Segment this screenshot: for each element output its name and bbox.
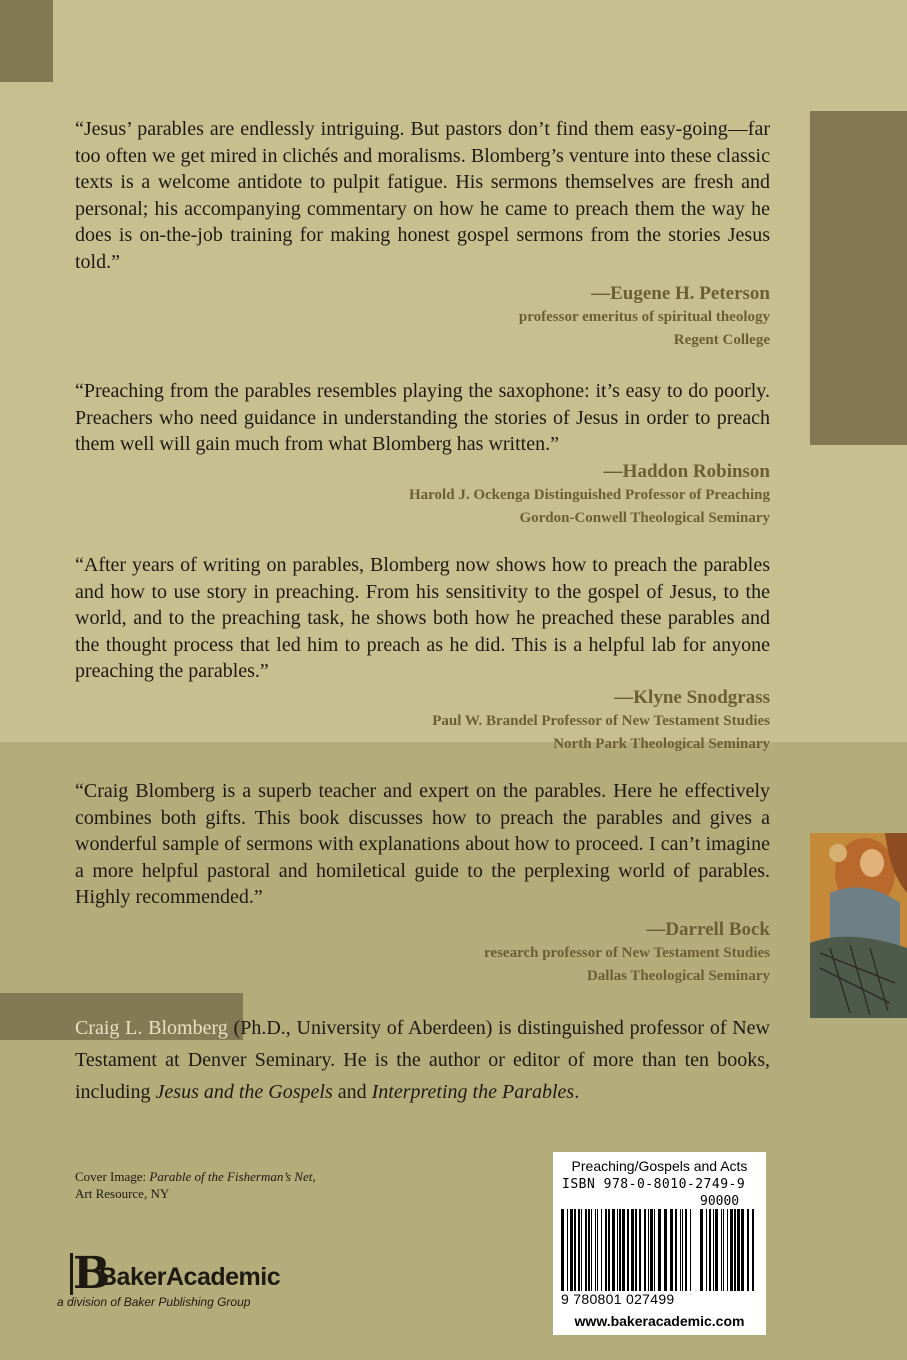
- endorser-institution: Regent College: [673, 332, 770, 348]
- barcode-bar: [648, 1209, 649, 1291]
- barcode-bar: [574, 1209, 576, 1291]
- corner-accent-block: [0, 0, 53, 82]
- barcode-bar: [741, 1209, 744, 1291]
- price-code: 90000: [700, 1194, 740, 1209]
- barcode-bar: [723, 1209, 724, 1291]
- endorsement-quote-robinson: “Preaching from the parables resembles playing the saxophone: it’s easy to do poorly. Preachers who need guidance in understanding the stories of Jesus in order to preach them well will gain much from what Blomberg has written.”: [75, 380, 770, 456]
- barcode-bar: [675, 1209, 677, 1291]
- bio-book-title: Interpreting the Parables: [371, 1081, 575, 1103]
- barcode-panel: [553, 1152, 766, 1335]
- endorser-institution: Gordon-Conwell Theological Seminary: [519, 510, 770, 526]
- barcode-bar: [737, 1209, 740, 1291]
- endorsement-quote-peterson: “Jesus’ parables are endlessly intriguing. But pastors don’t find them easy-going—far too often we get mired in clichés and moralisms. Blomberg’s venture into these classic texts is a welcome antidote to pulpit fatigue. His sermons themselves are fresh and personal; his accompanying commentary on how he came to preach them the way he does is on-the-job training for making honest gospel sermons from the stories Jesus told.”: [75, 118, 770, 273]
- endorsement-quote-snodgrass: “After years of writing on parables, Blomberg now shows how to preach the parables and how to use story in preaching. From his sensitivity to the gospel of Jesus, to the world, and to the preaching task, he shows both how he preached these parables and the thought process that led him to preach as he did. This is a helpful lab for anyone preaching the parables.”: [75, 554, 770, 683]
- bio-book-title: Jesus and the Gospels: [155, 1081, 333, 1103]
- barcode-bar: [709, 1209, 711, 1291]
- barcode-bar: [730, 1209, 733, 1291]
- barcode-bar: [561, 1209, 564, 1291]
- barcode-bar: [639, 1209, 641, 1291]
- barcode-bar: [721, 1209, 722, 1291]
- barcode-bar: [713, 1209, 714, 1291]
- credit-title: Parable of the Fisherman’s Net,: [149, 1169, 316, 1184]
- barcode-bar: [654, 1209, 655, 1291]
- barcode-bar: [617, 1209, 618, 1291]
- ean-number: 9 780801 027499: [561, 1291, 675, 1307]
- barcode-bar: [588, 1209, 590, 1291]
- barcode-bar: [727, 1209, 728, 1291]
- endorser-name: —Klyne Snodgrass: [614, 687, 770, 708]
- barcode-bar: [664, 1209, 667, 1291]
- addon-barcode: [700, 1209, 756, 1291]
- barcode-bar: [644, 1209, 646, 1291]
- barcode-bar: [685, 1209, 687, 1291]
- barcode-bar: [597, 1209, 598, 1291]
- barcode-bar: [608, 1209, 610, 1291]
- bio-text: (Ph.D., University of Aberdeen) is distinguished professor of New Testament at Denver Seminary. He is the author or editor of more than ten books, including: [75, 1017, 770, 1103]
- barcode-bar: [585, 1209, 587, 1291]
- barcode-bar: [578, 1209, 580, 1291]
- barcode-bar: [658, 1209, 661, 1291]
- book-category: Preaching/Gospels and Acts: [571, 1158, 748, 1174]
- publisher-mark-icon: B: [70, 1253, 99, 1295]
- publisher-tagline: a division of Baker Publishing Group: [57, 1295, 251, 1309]
- barcode-bar: [567, 1209, 568, 1291]
- barcode-bar: [591, 1209, 592, 1291]
- barcode-bar: [570, 1209, 573, 1291]
- endorser-title: Paul W. Brandel Professor of New Testament Studies: [432, 713, 770, 729]
- barcode-bar: [680, 1209, 681, 1291]
- barcode-bar: [747, 1209, 749, 1291]
- barcode-bar: [706, 1209, 707, 1291]
- endorsement-attribution-snodgrass: [432, 686, 770, 756]
- barcode-bar: [752, 1209, 754, 1291]
- author-bio: [75, 1012, 770, 1108]
- cover-image-credit: [75, 1168, 316, 1202]
- barcode-bar: [734, 1209, 736, 1291]
- side-accent-block: [810, 111, 907, 445]
- endorser-title: research professor of New Testament Studies: [484, 945, 770, 961]
- ean-barcode: [561, 1209, 693, 1291]
- barcode-bar: [605, 1209, 607, 1291]
- endorser-title: professor emeritus of spiritual theology: [518, 309, 770, 325]
- credit-source: Art Resource, NY: [75, 1186, 170, 1201]
- credit-label: Cover Image:: [75, 1169, 150, 1184]
- barcode-bar: [581, 1209, 582, 1291]
- barcode-bar: [650, 1209, 653, 1291]
- barcode-bar: [635, 1209, 637, 1291]
- barcode-bar: [627, 1209, 629, 1291]
- barcode-bar: [690, 1209, 691, 1291]
- barcode-bar: [601, 1209, 602, 1291]
- endorser-name: —Eugene H. Peterson: [591, 283, 770, 304]
- barcode-bar: [670, 1209, 673, 1291]
- author-name: Craig L. Blomberg: [75, 1017, 228, 1039]
- endorser-institution: North Park Theological Seminary: [553, 736, 770, 752]
- endorsement-attribution-robinson: [409, 460, 770, 530]
- barcode-bar: [682, 1209, 683, 1291]
- publisher-url: www.bakeracademic.com: [574, 1313, 745, 1329]
- bio-text: and: [332, 1081, 372, 1103]
- barcode-bar: [700, 1209, 703, 1291]
- endorser-title: Harold J. Ockenga Distinguished Professor of Preaching: [409, 487, 770, 503]
- isbn-text: ISBN 978-0-8010-2749-9: [562, 1177, 746, 1192]
- endorser-name: —Haddon Robinson: [603, 461, 770, 482]
- endorsement-attribution-bock: [484, 918, 770, 988]
- barcode-bar: [622, 1209, 625, 1291]
- endorsement-quote-bock: “Craig Blomberg is a superb teacher and expert on the parables. Here he effectively combines both gifts. This book discusses how to preach the parables and gives a wonderful sample of sermons with explanations about how to proceed. I can’t imagine a more helpful pastoral and homiletical guide to the perplexing world of parables. Highly recommended.”: [75, 780, 770, 909]
- endorser-name: —Darrell Bock: [646, 919, 770, 940]
- bio-text: .: [574, 1081, 580, 1103]
- barcode-bar: [595, 1209, 596, 1291]
- endorsement-attribution-peterson: [519, 282, 770, 352]
- barcode-bar: [631, 1209, 634, 1291]
- barcode-bar: [612, 1209, 615, 1291]
- barcode-bar: [619, 1209, 621, 1291]
- barcode-bar: [715, 1209, 718, 1291]
- cover-art-fragment: [810, 833, 907, 1018]
- endorser-institution: Dallas Theological Seminary: [586, 968, 770, 984]
- publisher-name: BakerAcademic: [99, 1263, 281, 1291]
